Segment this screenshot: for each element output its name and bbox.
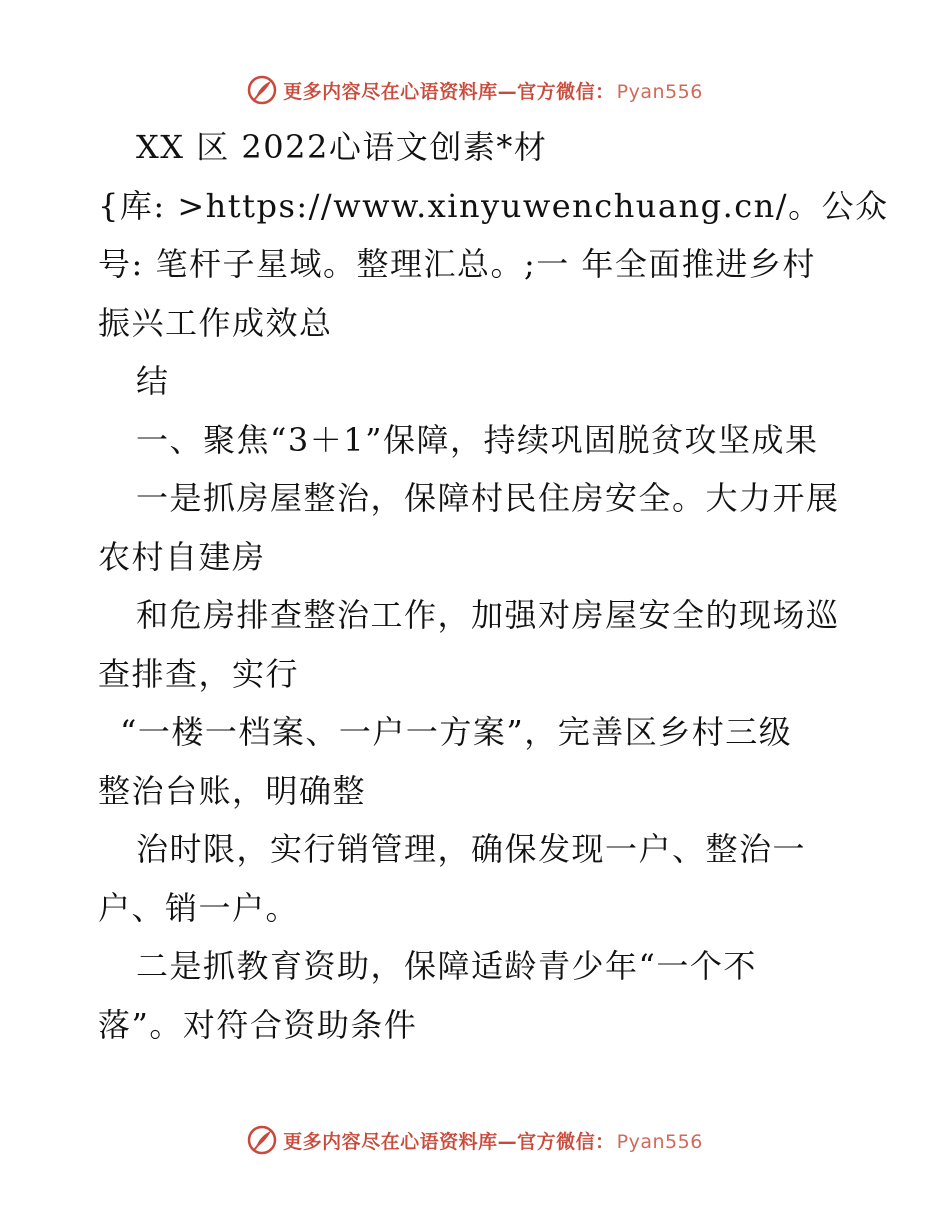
watermark-wechat-id: Pyan556 bbox=[616, 1130, 703, 1153]
text-line: 落”。对符合资助条件 bbox=[98, 1005, 418, 1044]
text-line: 振兴工作成效总 bbox=[98, 303, 333, 342]
text-line: 户、销一户。 bbox=[98, 888, 300, 927]
text-line: “一楼一档案、一户一方案”，完善区乡村三级 bbox=[120, 713, 793, 751]
section-heading: 一、聚焦“3＋1”保障，持续巩固脱贫攻坚成果 bbox=[136, 420, 819, 459]
watermark-cn-text: 更多内容尽在心语资料库—官方微信： bbox=[283, 1130, 615, 1153]
text-line: 查排查，实行 bbox=[98, 654, 300, 693]
text-line: 治时限，实行销管理，确保发现一户、整治一 bbox=[136, 830, 807, 868]
watermark-cn-text: 更多内容尽在心语资料库—官方微信： bbox=[283, 80, 615, 103]
watermark-header bbox=[0, 70, 950, 110]
text-line: 和危房排查整治工作，加强对房屋安全的现场巡 bbox=[136, 596, 840, 634]
watermark-footer bbox=[0, 1120, 950, 1160]
watermark-text bbox=[283, 1127, 703, 1154]
text-line: 农村自建房 bbox=[98, 537, 266, 576]
feather-logo-icon bbox=[247, 75, 277, 105]
text-line: 整治台账，明确整 bbox=[98, 771, 367, 810]
text-line: 二是抓教育资助，保障适龄青少年“一个不 bbox=[136, 947, 757, 985]
text-line: 号: 笔杆子星域。整理汇总。;一 年全面推进乡村 bbox=[98, 245, 816, 283]
watermark-text bbox=[283, 77, 703, 104]
watermark-wechat-id: Pyan556 bbox=[616, 80, 703, 103]
text-line: 结 bbox=[136, 362, 170, 400]
feather-logo-icon bbox=[247, 1125, 277, 1155]
doc-title-line: XX 区 2022心语文创素*材 bbox=[136, 128, 548, 166]
text-line: {库: >https://www.xinyuwenchuang.cn/。公众 bbox=[98, 186, 889, 225]
text-line: 一是抓房屋整治，保障村民住房安全。大力开展 bbox=[136, 479, 840, 517]
document-body bbox=[98, 118, 889, 1054]
